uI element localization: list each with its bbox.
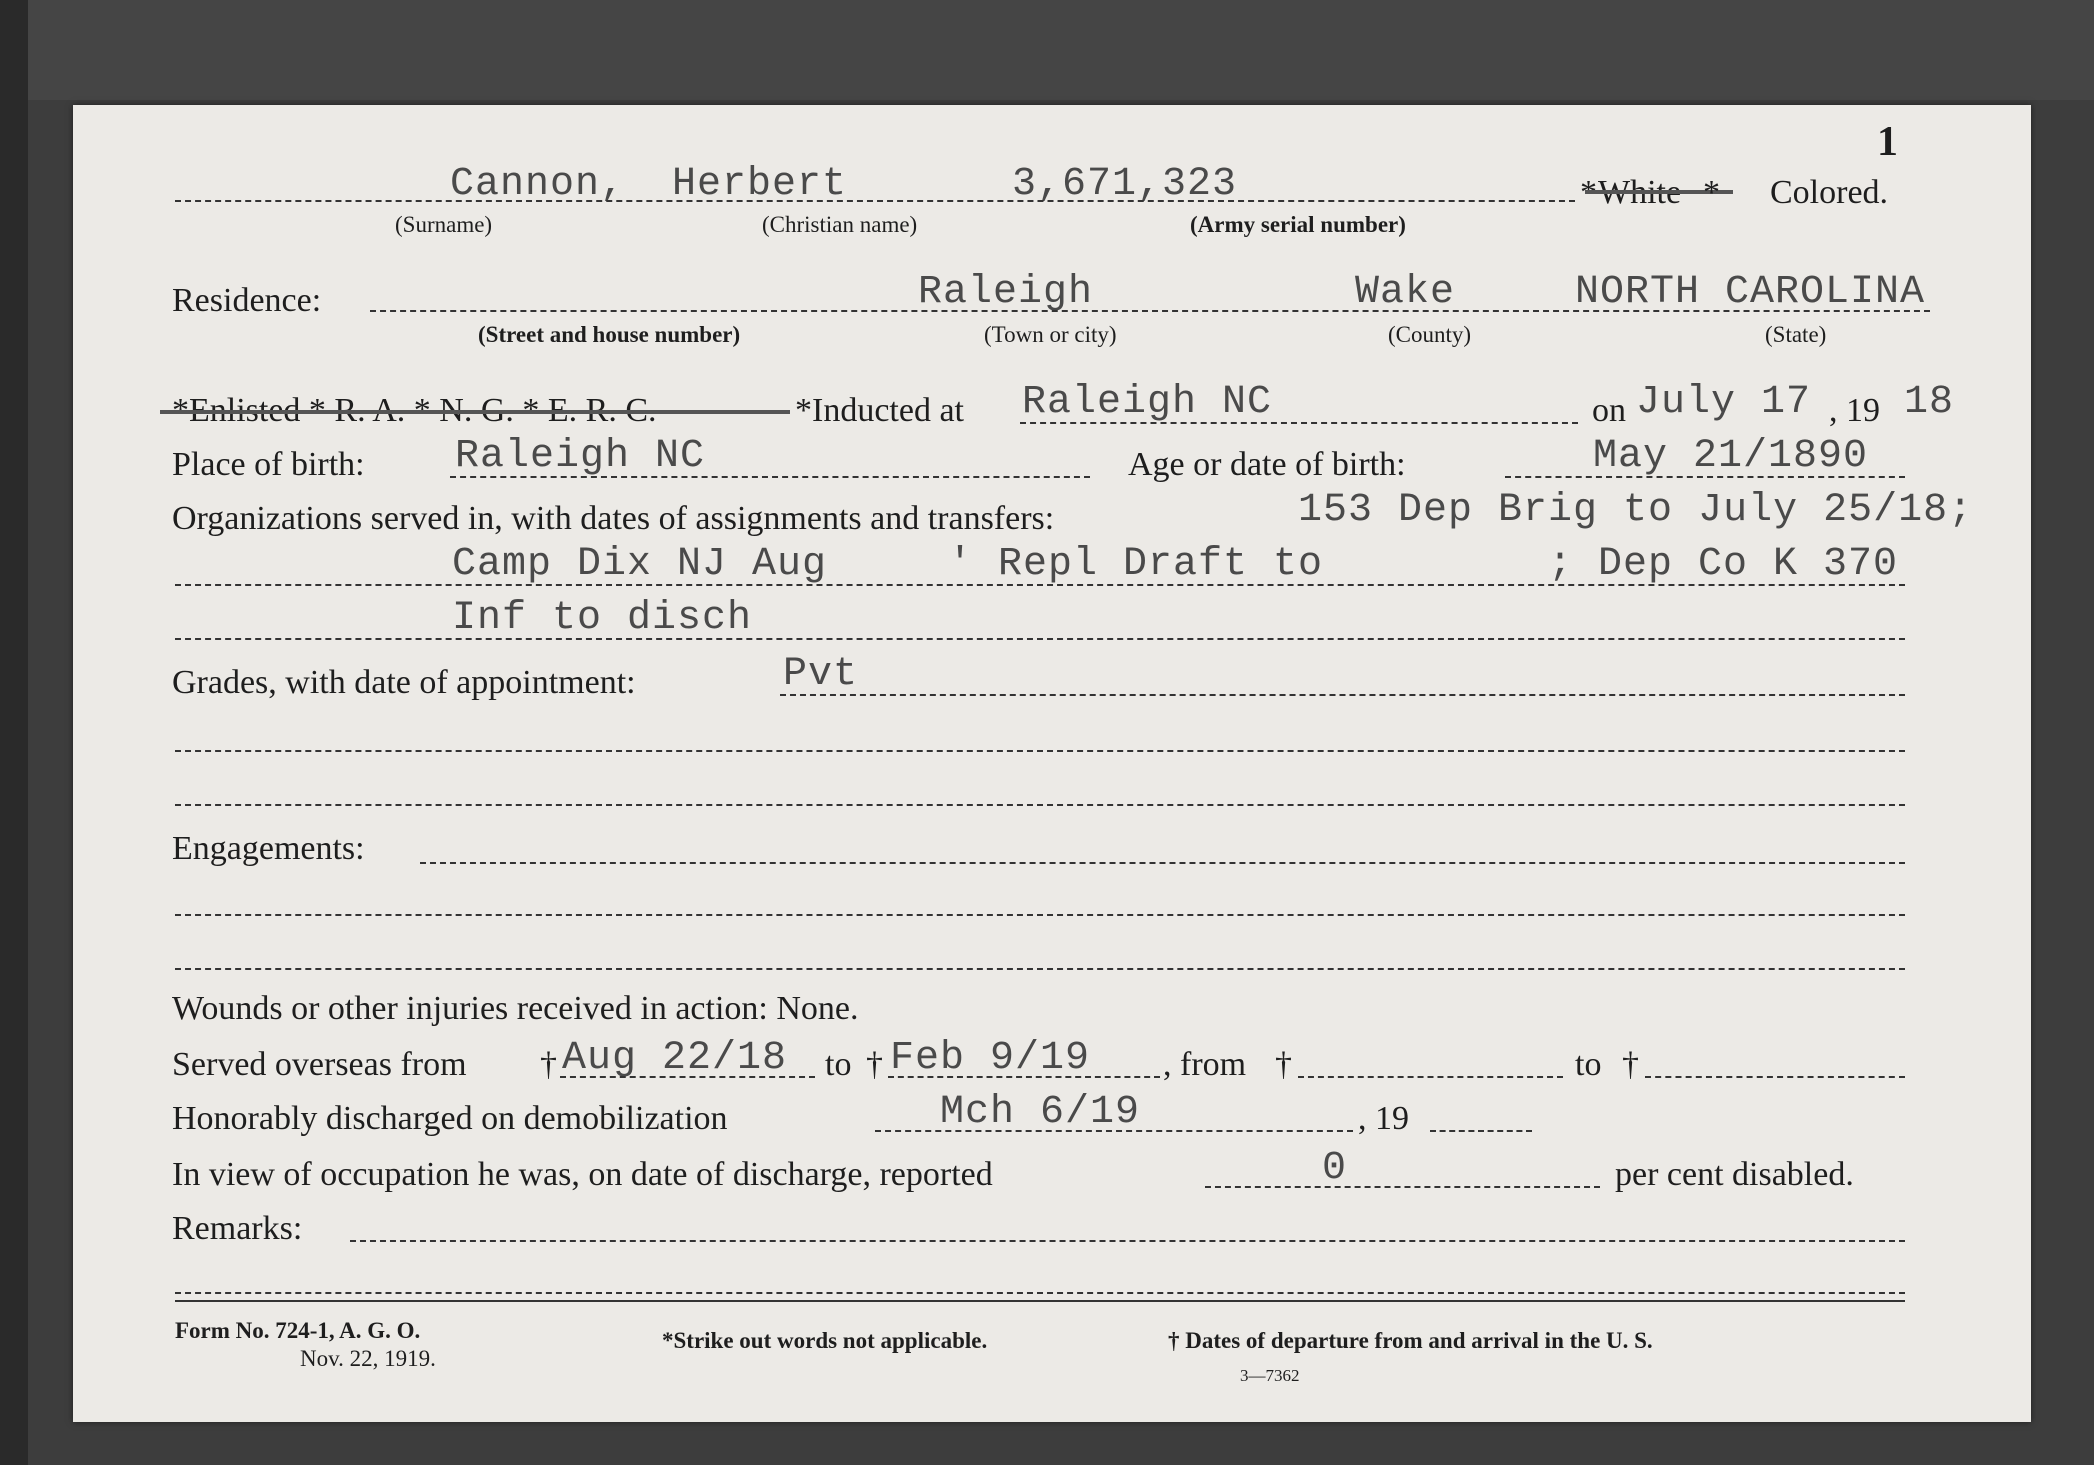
engagements-rule-3 <box>175 968 1905 970</box>
grades-rule-2 <box>175 750 1905 752</box>
overseas-return-date: Feb 9/19 <box>890 1036 1091 1081</box>
organizations-label: Organizations served in, with dates of assignments and transfers: <box>172 500 1055 537</box>
county-label: (County) <box>1388 322 1472 347</box>
christian-name-label: (Christian name) <box>762 212 918 237</box>
footer-divider <box>175 1300 1905 1302</box>
scan-background-left <box>0 0 28 1465</box>
residence-line <box>370 310 1930 312</box>
grades-rule-1 <box>780 694 1905 696</box>
discharge-label: Honorably discharged on demobilization <box>172 1100 728 1137</box>
disability-line <box>1205 1186 1600 1188</box>
disability-label: In view of occupation he was, on date of discharge, reported <box>172 1156 993 1193</box>
surname-label: (Surname) <box>395 212 493 237</box>
organizations-rule-3 <box>175 638 1905 640</box>
dates-note: † Dates of departure from and arrival in the U. S. <box>1168 1328 1653 1353</box>
birthplace-line <box>450 476 1090 478</box>
remarks-rule-1 <box>350 1240 1905 1242</box>
remarks-rule-2 <box>175 1292 1905 1294</box>
residence-state: NORTH CAROLINA <box>1575 270 1926 315</box>
organizations-line-1: 153 Dep Brig to July 25/18; <box>1298 488 1974 533</box>
discharge-line <box>875 1130 1353 1132</box>
card-number: 1 <box>1877 119 1898 165</box>
inducted-place: Raleigh NC <box>1022 380 1273 425</box>
street-label: (Street and house number) <box>478 322 741 347</box>
inducted-label: *Inducted at <box>795 392 964 429</box>
overseas-dagger-4: † <box>1622 1046 1639 1083</box>
christian-name-value: Herbert <box>672 162 848 207</box>
star-1: * <box>1580 174 1597 211</box>
remarks-label: Remarks: <box>172 1210 303 1247</box>
grades-rule-3 <box>175 804 1905 806</box>
disability-percent: 0 <box>1322 1146 1348 1191</box>
serial-number-label: (Army serial number) <box>1190 212 1406 237</box>
colored-option: Colored. <box>1770 174 1889 211</box>
organizations-line-3: Inf to disch <box>452 596 753 641</box>
overseas-second-departure-line <box>1298 1076 1563 1078</box>
inducted-line <box>1020 422 1578 424</box>
header-line <box>175 200 1575 202</box>
birthplace-value: Raleigh NC <box>455 434 706 479</box>
overseas-dagger-1: † <box>540 1046 557 1083</box>
inducted-on-label: on <box>1592 392 1626 429</box>
overseas-from-label: , from <box>1163 1046 1247 1083</box>
wounds-text: Wounds or other injuries received in action: None. <box>172 990 859 1027</box>
enlistment-options-struck: *Enlisted * R. A. * N. G. * E. R. C. <box>172 392 657 429</box>
birthdate-label: Age or date of birth: <box>1128 446 1406 483</box>
grades-value: Pvt <box>783 652 859 697</box>
engagements-rule-2 <box>175 914 1905 916</box>
form-number: Form No. 724-1, A. G. O. <box>175 1318 421 1343</box>
grades-label: Grades, with date of appointment: <box>172 664 636 701</box>
overseas-label: Served overseas from <box>172 1046 467 1083</box>
residence-town: Raleigh <box>918 270 1094 315</box>
strike-out-note: *Strike out words not applicable. <box>662 1328 988 1353</box>
serial-number-value: 3,671,323 <box>1012 162 1238 207</box>
overseas-to2-label: to <box>1575 1046 1602 1083</box>
state-label: (State) <box>1765 322 1827 347</box>
white-option-struck: White <box>1598 174 1682 211</box>
engagements-rule-1 <box>420 862 1905 864</box>
residence-county: Wake <box>1355 270 1456 315</box>
inducted-year-prefix: , 19 <box>1829 392 1880 429</box>
inducted-year: 18 <box>1904 380 1955 425</box>
engagements-label: Engagements: <box>172 830 365 867</box>
form-date: Nov. 22, 1919. <box>300 1346 436 1371</box>
disability-suffix: per cent disabled. <box>1615 1156 1854 1193</box>
organizations-rule-2 <box>175 584 1905 586</box>
overseas-to-label: to <box>825 1046 852 1083</box>
discharge-year-prefix: , 19 <box>1358 1100 1409 1137</box>
organizations-line-2a: Camp Dix NJ Aug <box>452 542 828 587</box>
residence-label: Residence: <box>172 282 322 319</box>
overseas-dagger-2: † <box>866 1046 883 1083</box>
star-2: * <box>1703 174 1720 211</box>
scan-background-top <box>0 0 2094 100</box>
birthplace-label: Place of birth: <box>172 446 365 483</box>
overseas-return-line <box>888 1076 1160 1078</box>
enlistment-strike <box>160 410 790 414</box>
discharge-date: Mch 6/19 <box>940 1090 1141 1135</box>
organizations-line-2b: ' Repl Draft to <box>948 542 1324 587</box>
overseas-dagger-3: † <box>1275 1046 1292 1083</box>
overseas-departure-line <box>560 1076 815 1078</box>
print-code: 3—7362 <box>1240 1366 1300 1385</box>
town-label: (Town or city) <box>984 322 1117 347</box>
birthdate-line <box>1505 476 1905 478</box>
birthdate-value: May 21/1890 <box>1593 434 1869 479</box>
overseas-second-return-line <box>1645 1076 1905 1078</box>
overseas-departure-date: Aug 22/18 <box>562 1036 788 1081</box>
organizations-line-2c: ; Dep Co K 370 <box>1548 542 1899 587</box>
surname-value: Cannon, <box>450 162 626 207</box>
discharge-year-line <box>1430 1130 1532 1132</box>
inducted-date: July 17 <box>1636 380 1812 425</box>
